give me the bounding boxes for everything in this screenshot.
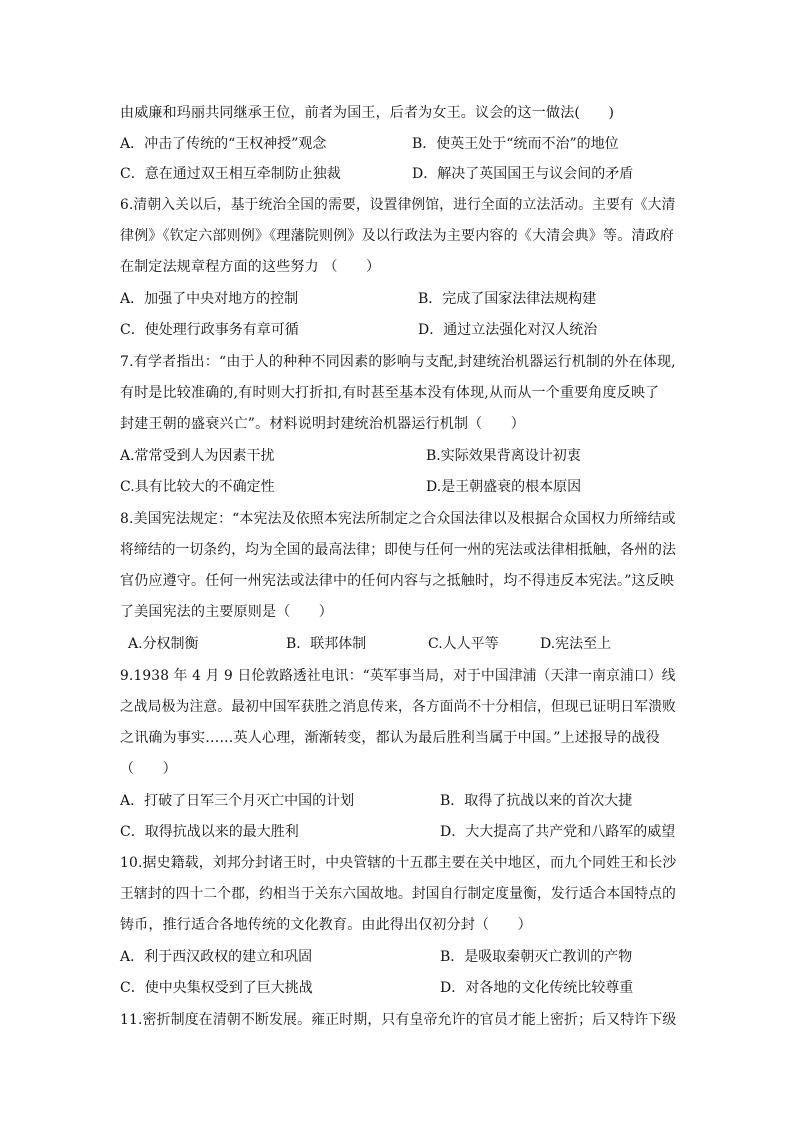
q9-stem-line-2: 之战局极为注意。最初中国军获胜之消息传来，各方面尚不十分相信，但现已证明日军溃败 [120,699,677,715]
q7-stem-line-3: 封建王朝的盛衰兴亡”。材料说明封建统治机器运行机制（ ） [120,416,525,432]
q8-option-d: D.宪法至上 [540,636,612,652]
q10-stem-line-1: 10.据史籍载，刘邦分封诸王时，中央管辖的十五郡主要在关中地区，而九个同姓王和长沙 [120,855,677,871]
q10-option-d: D．对各地的文化传统比较尊重 [440,980,634,996]
q9-option-a: A．打破了日军三个月灭亡中国的计划 [120,793,355,809]
q6-option-c: C．使处理行政事务有章可循 [120,322,299,338]
q9-stem-line-3: 之讯确为事实……英人心理，渐渐转变，都认为最后胜利当属于中国。”上述报导的战役 [120,730,660,746]
q10-stem-line-3: 铸币，推行适合各地传统的文化教育。由此得出仅初分封（ ） [120,917,532,933]
q7-option-a: A.常常受到人为因素干扰 [120,448,275,464]
q6-option-b: B．完成了国家法律法规构建 [418,291,597,307]
q10-stem-line-2: 王辖封的四十二个郡，约相当于关东六国故地。封国自行制定度量衡，发行适合本国特点的 [120,886,677,902]
q7-stem-line-1: 7.有学者指出：“由于人的种种不同因素的影响与支配,封建统治机器运行机制的外在体现, [120,354,676,370]
q5-option-a: A．冲击了传统的“王权神授”观念 [120,136,327,152]
q9-option-b: B．取得了抗战以来的首次大捷 [440,793,633,809]
q10-option-b: B．是吸取秦朝灭亡教训的产物 [440,949,633,965]
q6-option-a: A．加强了中央对地方的控制 [120,291,299,307]
q8-option-a: A.分权制衡 [128,636,199,652]
q10-option-c: C．使中央集权受到了巨大挑战 [120,980,313,996]
q9-option-c: C．取得抗战以来的最大胜利 [120,824,299,840]
q8-option-b: B．联邦体制 [286,636,367,652]
q8-stem-line-3: 官仍应遵守。任何一州宪法或法律中的任何内容与之抵触时，均不得违反本宪法。”这反映 [120,573,675,589]
q9-stem-line-1: 9.1938 年 4 月 9 日伦敦路透社电讯：“英军事当局，对于中国津浦（天津一南京浦口）线 [120,668,676,684]
q6-stem-line-3: 在制定法规章程方面的这些努力 （ ） [120,259,381,275]
q7-option-d: D.是王朝盛衰的根本原因 [426,479,582,495]
q7-option-c: C.具有比较大的不确定性 [120,479,275,495]
q5-stem-line-1: 由威廉和玛丽共同继承王位，前者为国王，后者为女王。议会的这一做法( ) [120,105,615,121]
q8-stem-line-1: 8.美国宪法规定：“本宪法及依照本宪法所制定之合众国法律以及根据合众国权力所缔结或 [120,511,676,527]
q7-option-b: B.实际效果背离设计初衷 [426,448,581,464]
q8-stem-line-2: 将缔结的一切条约，均为全国的最高法律；即使与任何一州的宪法或法律相抵触，各州的法 [120,542,677,558]
q8-option-c: C.人人平等 [428,636,499,652]
q6-option-d: D．通过立法强化对汉人统治 [418,322,598,338]
q6-stem-line-2: 律例》《钦定六部则例》《理藩院则例》及以行政法为主要内容的《大清会典》等。清政府 [120,228,674,244]
q5-option-c: C．意在通过双王相互牵制防止独裁 [120,166,341,182]
q9-stem-line-4: （ ） [120,761,177,777]
q7-stem-line-2: 有时是比较准确的,有时则大打折扣,有时甚至基本没有体现,从而从一个重要角度反映了 [120,385,660,401]
q11-stem-line-1: 11.密折制度在清朝不断发展。雍正时期，只有皇帝允许的官员才能上密折；后又特许下级 [120,1012,677,1028]
q9-option-d: D．大大提高了共产党和八路军的威望 [440,824,676,840]
q6-stem-line-1: 6.清朝入关以后，基于统治全国的需要，设置律例馆，进行全面的立法活动。主要有《大清 [120,197,676,213]
q5-option-b: B．使英王处于“统而不治”的地位 [412,136,619,152]
q10-option-a: A．利于西汉政权的建立和巩固 [120,949,313,965]
q5-option-d: D．解决了英国国王与议会间的矛盾 [412,166,634,182]
q8-stem-line-4: 了美国宪法的主要原则是（ ） [120,604,333,620]
